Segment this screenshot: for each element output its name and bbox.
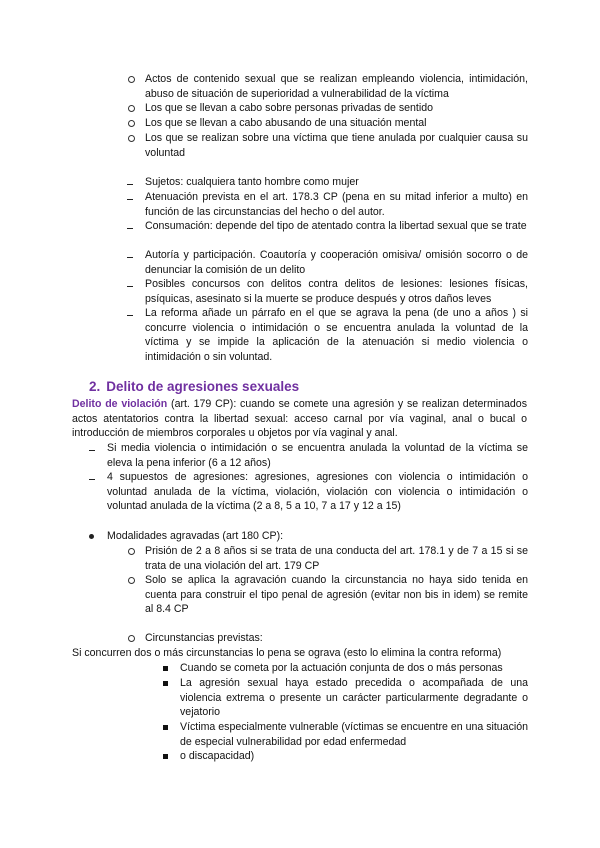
intro-paragraph bbox=[72, 397, 527, 441]
list-item-text: Consumación: depende del tipo de atentado contra la libertad sexual que se trate bbox=[145, 220, 527, 232]
list-item bbox=[128, 573, 528, 617]
list-item-text: Modalidades agravadas (art 180 CP): bbox=[107, 530, 284, 542]
list-item bbox=[128, 631, 528, 647]
list-item-text: La agresión sexual haya estado precedida o acompañada de una violencia extrema o presente un carácter particularmente degradante o vejatorio bbox=[180, 677, 528, 719]
section-title: Delito de agresiones sexuales bbox=[106, 379, 300, 394]
circle-bullet-icon bbox=[128, 577, 135, 584]
square-bullet-icon bbox=[163, 666, 168, 671]
intro-text: (art. 179 CP): cuando se comete una agresión y se realizan determinados actos atentatorios contra la libertad sexual: acceso carnal por vía vaginal, anal o bucal o introducción de miembros corporales u objetos por vía vaginal y anal. bbox=[72, 398, 527, 440]
list-item-text: Prisión de 2 a 8 años si se trata de una conducta del art. 178.1 y de 7 a 15 si se trata de una violación del art. 179 CP bbox=[145, 545, 528, 572]
circunstancias-note: Si concurren dos o más circunstancias lo pena se ograva (esto lo elimina la contra reforma) bbox=[72, 647, 502, 659]
dash-bullet-icon bbox=[89, 479, 95, 480]
list-item-text: Cuando se cometa por la actuación conjunta de dos o más personas bbox=[180, 662, 503, 674]
square-bullet-icon bbox=[163, 754, 168, 759]
dash-bullet-icon bbox=[127, 257, 133, 258]
dash-bullet-icon bbox=[127, 315, 133, 316]
circle-bullet-icon bbox=[128, 548, 135, 555]
circle-bullet-icon bbox=[128, 135, 135, 142]
list-item-text: Actos de contenido sexual que se realizan empleando violencia, intimidación, abuso de situación de superioridad a vulnerabilidad de la víctima bbox=[145, 73, 528, 100]
list-item bbox=[163, 661, 528, 676]
list-item-text: Sujetos: cualquiera tanto hombre como mujer bbox=[145, 176, 359, 188]
list-item-text: 4 supuestos de agresiones: agresiones, agresiones con violencia o intimidación o voluntad anulada de la víctima, violación, violación con violencia o intimidación o voluntad anulada de la víctima (2 a 8, 5 a 10, 7 a 17 y 12 a 15) bbox=[107, 471, 528, 513]
circle-bullet-icon bbox=[128, 76, 135, 83]
dash-bullet-icon bbox=[127, 286, 133, 287]
intro-keyword: Delito de violación bbox=[72, 398, 168, 410]
list-item bbox=[127, 190, 528, 219]
list-item bbox=[163, 749, 528, 764]
list-item-text: Posibles concursos con delitos contra delitos de lesiones: lesiones físicas, psíquicas, asesinato si la muerte se produce después y otros daños leves bbox=[145, 278, 528, 305]
list-item bbox=[127, 306, 528, 364]
list-item bbox=[128, 544, 528, 573]
list-item bbox=[128, 101, 528, 117]
list-item-text: Solo se aplica la agravación cuando la circunstancia no haya sido tenida en cuenta para construir el tipo penal de agresión (evitar non bis in idem) se remite al 8.4 CP bbox=[145, 574, 528, 616]
list-item-text: La reforma añade un párrafo en el que se agrava la pena (de uno a años ) si concurre violencia o intimidación o se encuentra anulada la voluntad de la víctima y se impide la aplicación de la atenuación si medio violencia o intimidación o sin voluntad. bbox=[145, 307, 528, 363]
list-item-text: Circunstancias previstas: bbox=[145, 632, 263, 644]
section-number: 2. bbox=[89, 379, 101, 394]
circle-bullet-icon bbox=[128, 105, 135, 112]
circle-bullet-icon bbox=[128, 120, 135, 127]
square-bullet-icon bbox=[163, 681, 168, 686]
list-item bbox=[127, 219, 528, 234]
dash-bullet-icon bbox=[127, 184, 133, 185]
list-item bbox=[127, 175, 528, 190]
list-item bbox=[163, 676, 528, 720]
list-item-text: Los que se realizan sobre una víctima que tiene anulada por cualquier causa su voluntad bbox=[145, 132, 528, 159]
list-item-text: Si media violencia o intimidación o se encuentra anulada la voluntad de la víctima se eleva la pena inferior (6 a 12 años) bbox=[107, 442, 528, 469]
list-item bbox=[89, 470, 528, 514]
circle-bullet-icon bbox=[128, 635, 135, 642]
list-item bbox=[128, 131, 528, 160]
dash-bullet-icon bbox=[127, 199, 133, 200]
square-bullet-icon bbox=[163, 725, 168, 730]
section-heading bbox=[89, 380, 299, 395]
list-item-text: Autoría y participación. Coautoría y cooperación omisiva/ omisión socorro o de denunciar la comisión de un delito bbox=[145, 249, 528, 276]
list-item bbox=[163, 720, 528, 749]
list-item bbox=[128, 72, 528, 101]
list-item-text: Los que se llevan a cabo abusando de una situación mental bbox=[145, 117, 427, 129]
dash-bullet-icon bbox=[127, 228, 133, 229]
list-item-text: Los que se llevan a cabo sobre personas privadas de sentido bbox=[145, 102, 433, 114]
list-item bbox=[128, 116, 528, 132]
list-item bbox=[89, 529, 528, 544]
list-item bbox=[127, 248, 528, 277]
list-item-text: Atenuación prevista en el art. 178.3 CP (pena en su mitad inferior a multo) en función de las circunstancias del hecho o del autor. bbox=[145, 191, 528, 218]
list-item-text: Víctima especialmente vulnerable (víctimas se encuentre en una situación de especial vulnerabilidad por edad enfermedad bbox=[180, 721, 529, 748]
disc-bullet-icon bbox=[89, 534, 94, 539]
list-item bbox=[127, 277, 528, 306]
dash-bullet-icon bbox=[89, 450, 95, 451]
list-item bbox=[89, 441, 528, 470]
list-item-text: o discapacidad) bbox=[180, 750, 255, 762]
